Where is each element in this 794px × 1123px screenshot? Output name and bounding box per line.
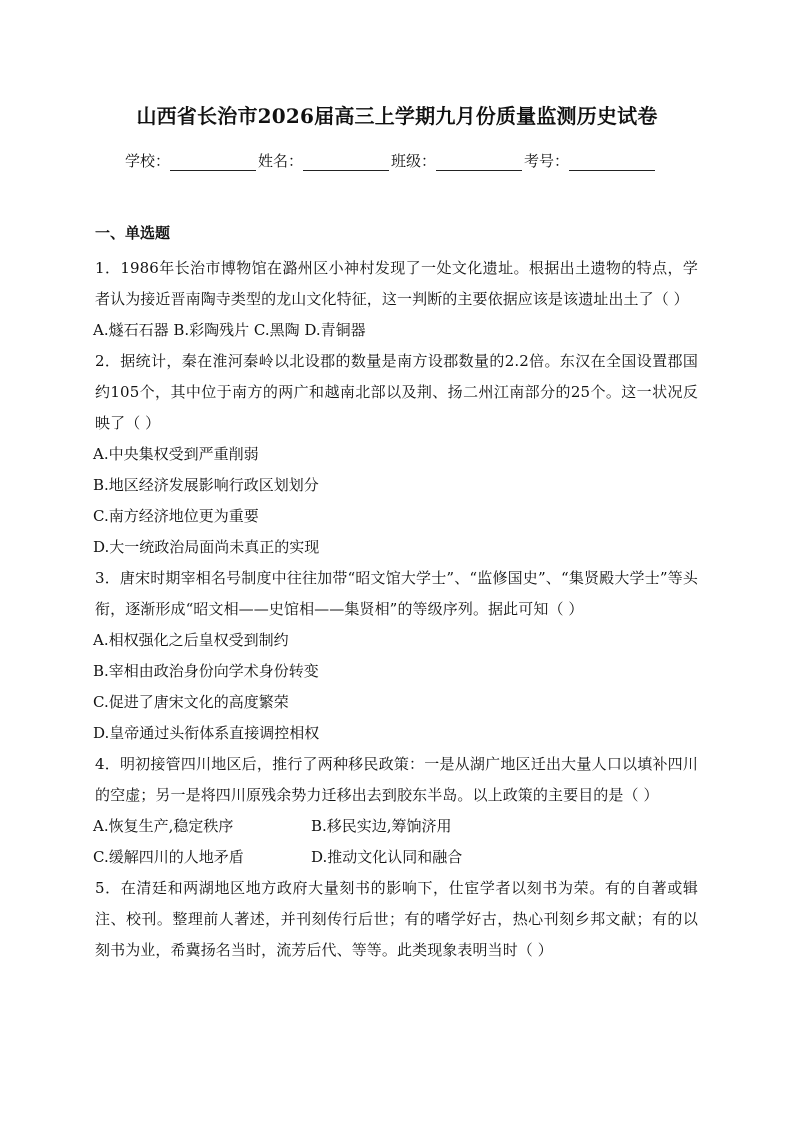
question-2-option-d: D.大一统政治局面尚未真正的实现 xyxy=(93,538,320,556)
question-list xyxy=(93,253,698,966)
question-1-stem: 1．1986年长治市博物馆在潞州区小神村发现了一处文化遗址。根据出土遗物的特点，学者认为接近晋南陶寺类型的龙山文化特征，这一判断的主要依据应该是该遗址出土了（ ） xyxy=(95,259,698,308)
section-heading: 一、单选题 xyxy=(95,224,171,242)
question-4-option-a: A.恢复生产,稳定秩序 xyxy=(93,817,234,835)
question-4-option-d: D.推动文化认同和融合 xyxy=(311,848,463,866)
student-info-row xyxy=(125,150,657,171)
number-blank xyxy=(569,154,655,171)
school-label: 学校： xyxy=(125,152,171,170)
question-4-options-row-2 xyxy=(93,842,698,873)
class-label: 班级： xyxy=(391,152,437,170)
question-3-stem: 3．唐宋时期宰相名号制度中往往加带“昭文馆大学士”、“监修国史”、“集贤殿大学士”等头衔，逐渐形成“昭文相——史馆相——集贤相”的等级序列。据此可知（ ） xyxy=(95,569,698,618)
question-4-option-c: C.缓解四川的人地矛盾 xyxy=(93,848,244,866)
question-1-options: A.燧石石器 B.彩陶残片 C.黑陶 D.青铜器 xyxy=(93,321,366,339)
exam-title: 山西省长治市2026届高三上学期九月份质量监测历史试卷 xyxy=(136,104,658,128)
question-3-option-b: B.宰相由政治身份向学术身份转变 xyxy=(93,662,319,680)
question-2-stem: 2．据统计，秦在淮河秦岭以北设郡的数量是南方设郡数量的2.2倍。东汉在全国设置郡国约105个，其中位于南方的两广和越南北部以及荆、扬二州江南部分的25个。这一状况反映了（ ） xyxy=(95,352,698,432)
question-2-option-a: A.中央集权受到严重削弱 xyxy=(93,445,259,463)
question-2-option-c: C.南方经济地位更为重要 xyxy=(93,507,259,525)
question-4-option-b: B.移民实边,筹饷济用 xyxy=(311,817,452,835)
number-label: 考号： xyxy=(524,152,570,170)
school-blank xyxy=(170,154,256,171)
name-label: 姓名： xyxy=(258,152,304,170)
question-4-stem: 4．明初接管四川地区后，推行了两种移民政策：一是从湖广地区迁出大量人口以填补四川的空虚；另一是将四川原残余势力迁移出去到胶东半岛。以上政策的主要目的是（ ） xyxy=(95,755,698,804)
school-field xyxy=(125,150,258,171)
question-2-option-b: B.地区经济发展影响行政区划划分 xyxy=(93,476,319,494)
question-4-options-row-1 xyxy=(93,811,698,842)
question-3-option-c: C.促进了唐宋文化的高度繁荣 xyxy=(93,693,289,711)
question-5-stem: 5．在清廷和两湖地区地方政府大量刻书的影响下，仕宦学者以刻书为荣。有的自著或辑注、校刊。整理前人著述，并刊刻传行后世；有的嗜学好古，热心刊刻乡邦文献；有的以刻书为业，希冀扬名当时，流芳后代、等等。此类现象表明当时（ ） xyxy=(95,879,698,959)
number-field xyxy=(524,150,657,171)
question-3-option-d: D.皇帝通过头衔体系直接调控相权 xyxy=(93,724,320,742)
name-blank xyxy=(303,154,389,171)
class-blank xyxy=(436,154,522,171)
name-field xyxy=(258,150,391,171)
question-3-option-a: A.相权强化之后皇权受到制约 xyxy=(93,631,289,649)
class-field xyxy=(391,150,524,171)
